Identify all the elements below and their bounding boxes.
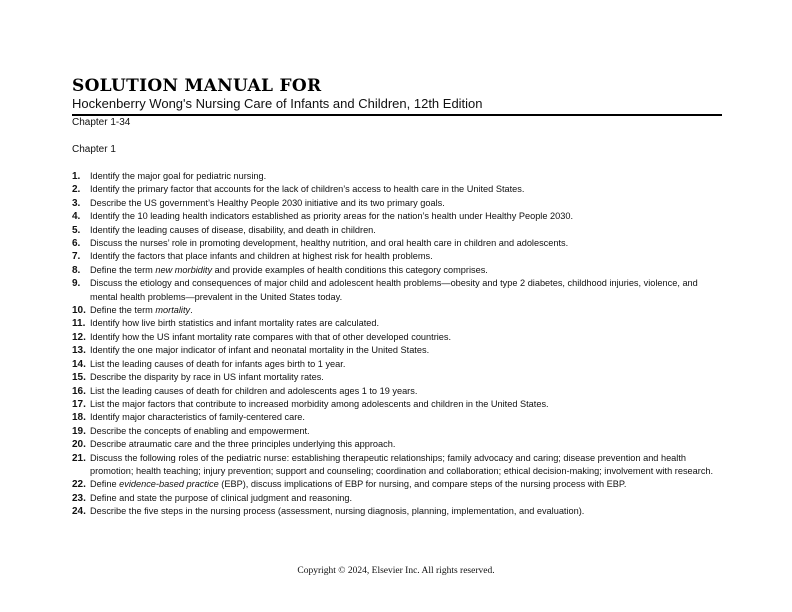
objective-number: 17.: [72, 398, 86, 410]
objective-number: 22.: [72, 479, 86, 491]
objectives-list: [72, 170, 722, 519]
objective-number: 3.: [72, 197, 81, 209]
objective-text-part: (EBP), discuss implications of EBP for nursing, and compare steps of the nursing process with EBP.: [218, 479, 627, 490]
objective-number: 10.: [72, 305, 86, 317]
objective-item: [72, 210, 722, 223]
objective-number: 12.: [72, 331, 86, 343]
objective-text-part: Describe atraumatic care and the three principles underlying this approach.: [90, 439, 396, 450]
objective-item: [72, 358, 722, 371]
objective-number: 2.: [72, 184, 81, 196]
objective-text-part: Identify how live birth statistics and infant mortality rates are calculated.: [90, 318, 380, 329]
objective-number: 14.: [72, 358, 86, 370]
chapter-range: Chapter 1-34: [72, 117, 131, 128]
objective-text-part: List the leading causes of death for children and adolescents ages 1 to 19 years.: [90, 385, 418, 396]
objective-text-part: Discuss the etiology and consequences of major child and adolescent health problems—obesity and type 2 diabetes, childhood injuries, violence, and mental health problems—prevalent in the United States today.: [90, 278, 698, 302]
objective-text: [90, 492, 722, 505]
chapter-heading: Chapter 1: [72, 144, 116, 155]
objective-item: [72, 492, 722, 505]
objective-item: [72, 250, 722, 263]
objective-text-part: Define and state the purpose of clinical judgment and reasoning.: [90, 492, 353, 503]
objective-text-part: Define the term: [90, 305, 156, 316]
objective-item: [72, 304, 722, 317]
objective-item: [72, 317, 722, 330]
objective-text: [90, 264, 722, 277]
objective-text-part: Describe the US government’s Healthy People 2030 initiative and its two primary goals.: [90, 197, 445, 208]
objective-text: [90, 210, 722, 223]
objective-number: 7.: [72, 251, 81, 263]
objective-number: 24.: [72, 506, 86, 518]
objective-text: [90, 170, 722, 183]
objective-text-part: List the major factors that contribute to increased morbidity among adolescents and children in the United States.: [90, 398, 549, 409]
copyright-footer: Copyright © 2024, Elsevier Inc. All rights reserved.: [297, 566, 495, 576]
objective-text: [90, 344, 722, 357]
objective-number: 21.: [72, 452, 86, 464]
objective-item: [72, 344, 722, 357]
objective-number: 6.: [72, 238, 81, 250]
book-title: Hockenberry Wong's Nursing Care of Infants and Children, 12th Edition: [72, 96, 483, 111]
objective-text: [90, 358, 722, 371]
objective-text: [90, 505, 722, 518]
objective-item: [72, 425, 722, 438]
objective-text: [90, 452, 722, 479]
objective-text-part: List the leading causes of death for infants ages birth to 1 year.: [90, 358, 346, 369]
objective-item: [72, 237, 722, 250]
objective-text: [90, 277, 722, 304]
objective-term: new morbidity: [155, 264, 213, 275]
objective-number: 11.: [72, 318, 86, 330]
objective-text-part: Identify major characteristics of family-centered care.: [90, 412, 305, 423]
objective-number: 18.: [72, 412, 86, 424]
objective-text-part: Identify the 10 leading health indicators established as priority areas for the nation’s health under Healthy People 2030.: [90, 211, 573, 222]
objective-text-part: Identify the one major indicator of infant and neonatal mortality in the United States.: [90, 345, 430, 356]
objective-item: [72, 183, 722, 196]
title-divider: [72, 114, 722, 116]
objective-text: [90, 317, 722, 330]
objective-text-part: Identify the leading causes of disease, disability, and death in children.: [90, 224, 376, 235]
objective-text: [90, 411, 722, 424]
objective-number: 5.: [72, 224, 81, 236]
objective-item: [72, 385, 722, 398]
objective-text-part: and provide examples of health conditions this category comprises.: [212, 264, 488, 275]
objective-item: [72, 170, 722, 183]
objective-number: 1.: [72, 171, 81, 182]
objective-number: 9.: [72, 278, 81, 290]
objective-item: [72, 438, 722, 451]
objective-text-part: Discuss the following roles of the pediatric nurse: establishing therapeutic relationships; family advocacy and caring; disease prevention and health promotion; health teaching; injury prevention; support and counseling; coordination and collaboration; ethical decision-making; involvement with research.: [90, 452, 714, 476]
objective-text: [90, 438, 722, 451]
objective-text-part: Describe the five steps in the nursing process (assessment, nursing diagnosis, planning, implementation, and evaluation).: [90, 506, 585, 517]
objective-text-part: Identify how the US infant mortality rate compares with that of other developed countries.: [90, 331, 452, 342]
objective-item: [72, 264, 722, 277]
objective-text-part: .: [190, 305, 193, 316]
objective-item: [72, 331, 722, 344]
objective-text: [90, 304, 722, 317]
objective-text: [90, 478, 722, 491]
objective-text: [90, 183, 722, 196]
objective-term: mortality: [155, 305, 191, 316]
objective-number: 16.: [72, 385, 86, 397]
objective-text-part: Identify the major goal for pediatric nursing.: [90, 171, 267, 181]
objective-item: [72, 452, 722, 479]
objective-number: 23.: [72, 492, 86, 504]
objective-item: [72, 371, 722, 384]
objective-text-part: Describe the concepts of enabling and empowerment.: [90, 425, 310, 436]
objective-item: [72, 197, 722, 210]
objective-text: [90, 250, 722, 263]
objective-number: 13.: [72, 345, 86, 357]
objective-term: evidence-based practice: [119, 479, 219, 490]
objective-text-part: Define the term: [90, 264, 156, 275]
objective-text: [90, 237, 722, 250]
objective-text: [90, 371, 722, 384]
objective-item: [72, 398, 722, 411]
objective-number: 20.: [72, 439, 86, 451]
document-title: SOLUTION MANUAL FOR: [72, 76, 322, 96]
objective-number: 19.: [72, 425, 86, 437]
objective-text: [90, 425, 722, 438]
objective-number: 4.: [72, 211, 81, 223]
objective-text-part: Define: [90, 479, 120, 490]
objective-item: [72, 505, 722, 518]
objective-item: [72, 411, 722, 424]
objective-number: 15.: [72, 372, 86, 384]
objective-text-part: Describe the disparity by race in US infant mortality rates.: [90, 372, 324, 383]
objective-text-part: Discuss the nurses’ role in promoting development, healthy nutrition, and oral health care in children and adolescents.: [90, 238, 569, 249]
objective-item: [72, 277, 722, 304]
objective-text: [90, 197, 722, 210]
objective-item: [72, 478, 722, 491]
objective-item: [72, 224, 722, 237]
objective-text: [90, 224, 722, 237]
objective-text: [90, 385, 722, 398]
objective-text: [90, 331, 722, 344]
objective-text-part: Identify the factors that place infants and children at highest risk for health problems.: [90, 251, 433, 262]
objective-text-part: Identify the primary factor that accounts for the lack of children’s access to health care in the United States.: [90, 184, 525, 195]
objective-text: [90, 398, 722, 411]
objective-number: 8.: [72, 264, 81, 276]
